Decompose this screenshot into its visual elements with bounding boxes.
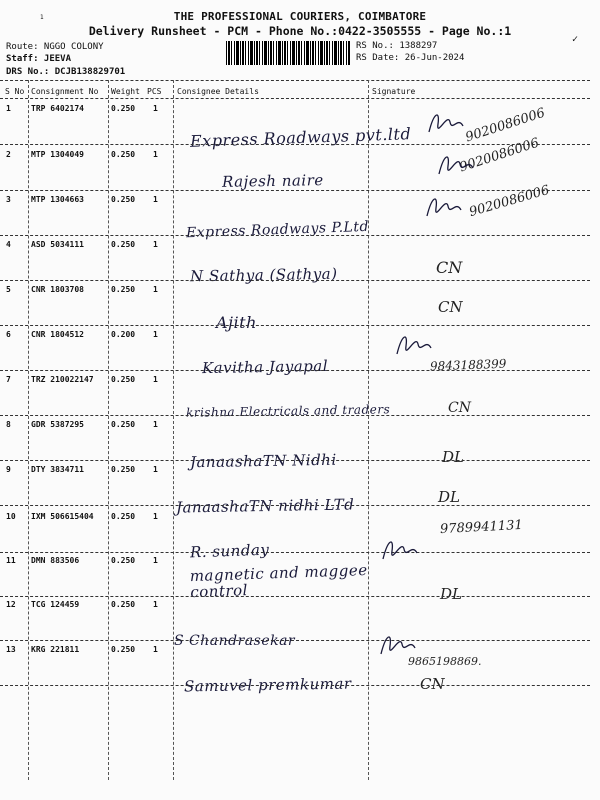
row-separator <box>0 370 590 371</box>
rs-number: RS No.: 1388297 <box>356 41 438 51</box>
row-consignment-no: KRG 221811 <box>31 645 80 654</box>
row-consignment-no: CNR 1804512 <box>31 330 84 339</box>
row-separator <box>0 280 590 281</box>
row-weight: 0.250 <box>111 512 136 521</box>
row-pcs: 1 <box>153 150 158 159</box>
row-consignee-handwritten: Express Roadways pvt.ltd <box>189 124 412 151</box>
row-sno: 2 <box>6 150 11 159</box>
row-sno: 9 <box>6 465 11 474</box>
row-sno: 12 <box>6 600 16 609</box>
row-consignee-handwritten: Ajith <box>216 313 257 332</box>
row-signature-note: 9843188399 <box>429 356 507 374</box>
row-consignee-handwritten: Kavitha Jayapal <box>201 356 329 378</box>
row-sno: 7 <box>6 375 11 384</box>
row-consignee-handwritten: JanaashaTN nidhi LTd <box>175 495 355 517</box>
row-separator <box>0 596 590 597</box>
row-signature-note: 9789941131 <box>439 517 524 538</box>
row-weight: 0.250 <box>111 600 136 609</box>
row-consignee-handwritten: magnetic and maggee control <box>189 560 368 602</box>
row-consignee-handwritten: Samuvel premkumar <box>183 674 352 696</box>
row-consignment-no: IXM 506615404 <box>31 512 94 521</box>
row-pcs: 1 <box>153 375 158 384</box>
row-consignee-handwritten: krishna Electricals and traders <box>185 402 391 420</box>
row-separator <box>0 325 590 326</box>
col-header-consignment: Consignment No <box>31 87 99 96</box>
signature-scribble <box>380 535 420 565</box>
row-weight: 0.250 <box>111 375 136 384</box>
row-consignment-no: CNR 1803708 <box>31 285 84 294</box>
row-consignee-handwritten: N Sathya (Sathya) <box>189 264 338 286</box>
signature-scribble <box>394 330 434 360</box>
check-mark: ✓ <box>571 34 578 45</box>
row-consignee-handwritten: Express Roadways P.Ltd <box>185 218 370 242</box>
row-pcs: 1 <box>153 195 158 204</box>
row-consignment-no: ASD 5034111 <box>31 240 84 249</box>
row-signature-note: DL <box>442 448 464 466</box>
row-sno: 3 <box>6 195 11 204</box>
rs-date: RS Date: 26-Jun-2024 <box>356 53 465 63</box>
row-consignment-no: TRZ 210022147 <box>31 375 94 384</box>
row-weight: 0.250 <box>111 420 136 429</box>
row-signature-note: CN <box>438 298 463 316</box>
row-separator <box>0 552 590 553</box>
row-separator <box>0 460 590 461</box>
row-signature-note: 9020086006 <box>463 105 548 146</box>
row-signature-note: CN <box>420 675 445 693</box>
row-consignment-no: DMN 883506 <box>31 556 80 565</box>
row-sno: 5 <box>6 285 11 294</box>
row-signature-note: CN <box>448 400 471 416</box>
row-pcs: 1 <box>153 645 158 654</box>
col-divider <box>28 80 29 780</box>
row-consignment-no: MTP 1304049 <box>31 150 84 159</box>
row-pcs: 1 <box>153 556 158 565</box>
row-consignee-handwritten: S Chandrasekar <box>174 633 296 649</box>
row-consignee-handwritten: Rajesh naire <box>221 171 324 191</box>
row-consignment-no: TRP 6402174 <box>31 104 84 113</box>
row-sno: 4 <box>6 240 11 249</box>
header-top-rule <box>0 80 590 81</box>
row-weight: 0.250 <box>111 556 136 565</box>
row-separator <box>0 144 590 145</box>
row-pcs: 1 <box>153 104 158 113</box>
row-separator <box>0 640 590 641</box>
col-divider <box>108 80 109 780</box>
row-pcs: 1 <box>153 330 158 339</box>
col-header-consignee: Consignee Details <box>177 87 259 96</box>
staff-label: Staff: JEEVA <box>6 54 72 64</box>
row-signature-note: 9020086006 <box>467 182 552 221</box>
row-pcs: 1 <box>153 600 158 609</box>
col-header-signature: Signature <box>372 87 416 96</box>
row-pcs: 1 <box>153 285 158 294</box>
row-weight: 0.250 <box>111 150 136 159</box>
row-sno: 6 <box>6 330 11 339</box>
row-signature-note: CN <box>436 258 463 277</box>
runsheet-subtitle: Delivery Runsheet - PCM - Phone No.:0422-3505555 - Page No.:1 <box>88 24 512 38</box>
col-header-pcs: PCS <box>147 87 162 96</box>
row-separator <box>0 415 590 416</box>
row-pcs: 1 <box>153 240 158 249</box>
row-consignment-no: GDR 5387295 <box>31 420 84 429</box>
row-signature-note: 9020086006 <box>457 135 542 176</box>
signature-scribble <box>436 150 476 180</box>
row-sno: 10 <box>6 512 16 521</box>
row-separator <box>0 505 590 506</box>
row-consignment-no: TCG 124459 <box>31 600 80 609</box>
company-title: THE PROFESSIONAL COURIERS, COIMBATORE <box>173 10 427 23</box>
row-signature-note: DL <box>438 488 460 506</box>
row-weight: 0.250 <box>111 195 136 204</box>
signature-scribble <box>426 108 466 138</box>
row-consignment-no: MTP 1304663 <box>31 195 84 204</box>
row-signature-note: 9865198869. <box>408 655 482 668</box>
margin-dot: 1 <box>40 14 44 21</box>
row-weight: 0.250 <box>111 104 136 113</box>
header-bottom-rule <box>0 98 590 99</box>
row-signature-note: DL <box>440 585 462 603</box>
row-weight: 0.200 <box>111 330 136 339</box>
row-weight: 0.250 <box>111 465 136 474</box>
row-sno: 1 <box>6 104 11 113</box>
row-consignee-handwritten: JanaashaTN Nidhi <box>189 450 337 472</box>
signature-scribble <box>378 630 418 660</box>
row-consignment-no: DTY 3834711 <box>31 465 84 474</box>
row-consignee-handwritten: R. sunday <box>189 540 270 562</box>
row-separator <box>0 190 590 191</box>
row-weight: 0.250 <box>111 240 136 249</box>
barcode <box>226 41 350 65</box>
row-sno: 11 <box>6 556 16 565</box>
col-divider <box>173 80 174 780</box>
col-header-sno: S No <box>5 87 25 96</box>
row-pcs: 1 <box>153 512 158 521</box>
drs-number: DRS No.: DCJB138829701 <box>6 67 126 77</box>
row-weight: 0.250 <box>111 645 136 654</box>
route-label: Route: NGGO COLONY <box>6 42 104 52</box>
row-pcs: 1 <box>153 465 158 474</box>
signature-scribble <box>424 192 464 222</box>
row-separator <box>0 685 590 686</box>
col-header-weight: Weight <box>111 87 140 96</box>
row-separator <box>0 235 590 236</box>
col-divider <box>368 80 369 780</box>
row-pcs: 1 <box>153 420 158 429</box>
row-weight: 0.250 <box>111 285 136 294</box>
row-sno: 8 <box>6 420 11 429</box>
row-sno: 13 <box>6 645 16 654</box>
